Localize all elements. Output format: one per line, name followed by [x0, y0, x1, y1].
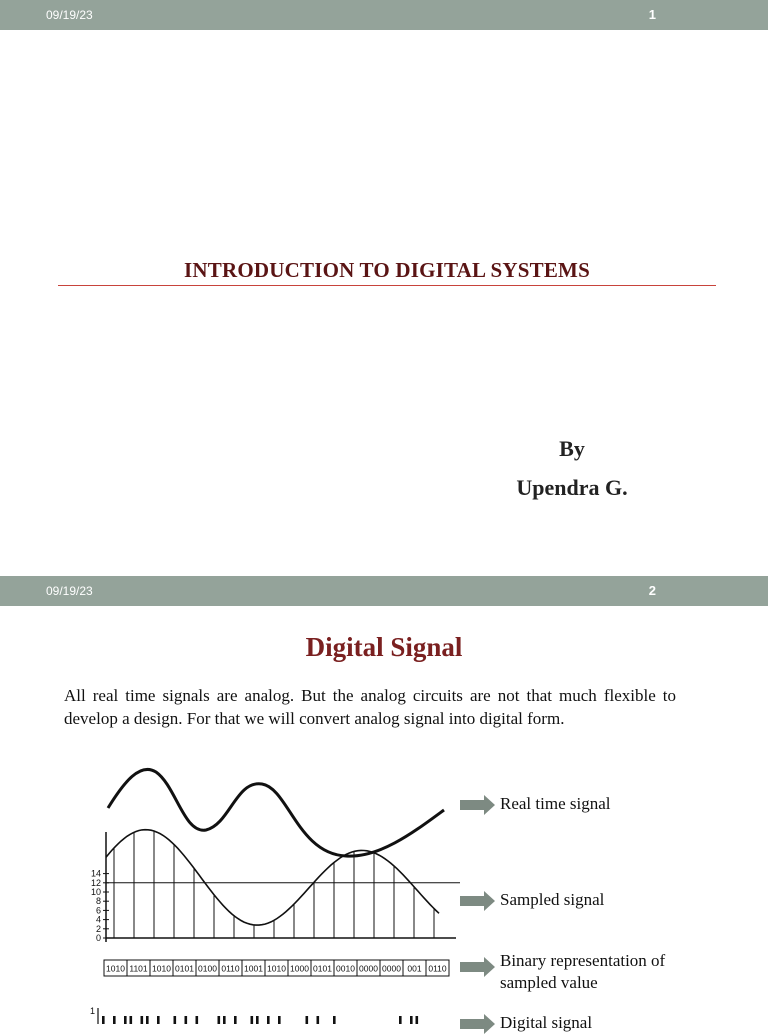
y-tick-label: 14 [90, 868, 101, 879]
label-real-time-signal: Real time signal [500, 794, 611, 813]
slide-1-header-bar [0, 0, 768, 30]
sampled-signal-plot [91, 830, 460, 943]
arrow-icon [460, 891, 496, 911]
title-underline [58, 285, 716, 286]
pulse [113, 1016, 116, 1024]
binary-code: 0000 [382, 963, 401, 974]
binary-code: 1010 [106, 963, 125, 974]
slide-2-header-bar [0, 576, 768, 606]
pulse [130, 1016, 133, 1024]
pulse [157, 1016, 160, 1024]
slide-1-number: 1 [648, 7, 656, 22]
pulse [317, 1016, 320, 1024]
y-tick-label: 8 [95, 896, 101, 907]
y-tick-label: 0 [95, 933, 101, 943]
label-binary-representation: Binary representation of sampled value [500, 951, 666, 992]
y-tick-label: 4 [95, 914, 101, 925]
sampled-wave [106, 830, 439, 925]
binary-code: 1010 [152, 963, 171, 974]
pulse [146, 1016, 149, 1024]
arrow-icon [460, 1014, 496, 1034]
pulse [174, 1016, 177, 1024]
pulse [185, 1016, 188, 1024]
pulse [306, 1016, 309, 1024]
binary-code: 0100 [198, 963, 217, 974]
real-time-signal-wave [108, 769, 444, 856]
slide-2-date: 09/19/23 [46, 584, 93, 598]
pulse [124, 1016, 127, 1024]
pulse [102, 1016, 105, 1024]
pulse [196, 1016, 199, 1024]
binary-code: 0110 [428, 963, 447, 974]
arrow-icon [460, 795, 496, 815]
binary-code: 0101 [313, 963, 332, 974]
pulse [256, 1016, 259, 1024]
slide-1-date: 09/19/23 [46, 8, 93, 22]
label-digital-signal: Digital signal [500, 1013, 593, 1032]
pulse [416, 1016, 419, 1024]
binary-code: 0101 [175, 963, 194, 974]
pulse [267, 1016, 270, 1024]
label-sampled-signal: Sampled signal [500, 890, 605, 909]
y-tick-label: 12 [90, 877, 101, 888]
pulse [410, 1016, 413, 1024]
y-tick-label: 6 [95, 905, 101, 916]
y-tick-label: 2 [95, 923, 101, 934]
binary-code: 0010 [336, 963, 355, 974]
pulse [141, 1016, 144, 1024]
pulse [218, 1016, 221, 1024]
pulse [333, 1016, 336, 1024]
slide-2-body: All real time signals are analog. But the analog circuits are not that much flexible to develop a design. For that we will convert analog signal into digital form. [64, 686, 676, 728]
pulse [399, 1016, 402, 1024]
binary-code-strip [104, 960, 449, 976]
slide-2-number: 2 [648, 583, 656, 598]
digital-signal-pulses [90, 1006, 418, 1024]
binary-code: 1001 [244, 963, 263, 974]
slide-2-title: Digital Signal [305, 632, 463, 662]
binary-code: 1010 [267, 963, 286, 974]
binary-code: 001 [407, 963, 422, 974]
binary-code: 0110 [221, 963, 240, 974]
pulse [223, 1016, 226, 1024]
signal-figure [84, 762, 464, 1024]
author-name: Upendra G. [516, 475, 628, 500]
binary-code: 1101 [129, 963, 148, 974]
binary-code: 0000 [359, 963, 378, 974]
pulse [278, 1016, 281, 1024]
digital-axis-label: 1 [90, 1006, 96, 1016]
by-label: By [559, 436, 585, 461]
arrow-icon [460, 957, 496, 977]
y-tick-label: 10 [90, 887, 101, 897]
pulse [251, 1016, 254, 1024]
slide-1-title: INTRODUCTION TO DIGITAL SYSTEMS [184, 258, 590, 282]
binary-code: 1000 [290, 963, 309, 974]
pulse [234, 1016, 237, 1024]
